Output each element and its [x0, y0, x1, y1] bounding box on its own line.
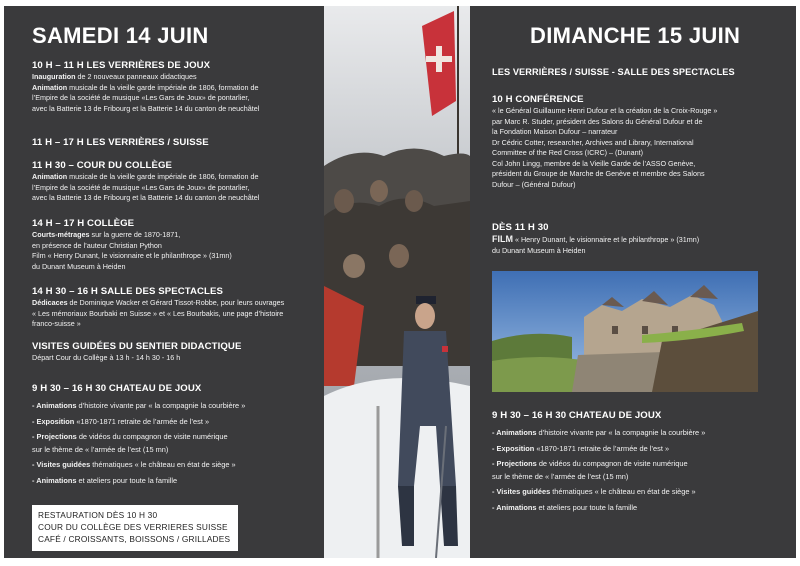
- sunday-chateau-block: [492, 410, 792, 518]
- saturday-title: SAMEDI 14 JUIN: [32, 23, 209, 48]
- chateau-item: - Exposition «1870-1871 retraite de l’armée de l’est »: [492, 443, 670, 453]
- conference-heading: 10 H CONFÉRENCE: [492, 94, 584, 105]
- event-block: [32, 60, 322, 114]
- event-line: Inauguration de 2 nouveaux panneaux didactiques: [32, 72, 197, 81]
- chateau-heading: 9 H 30 – 16 H 30 CHATEAU DE JOUX: [32, 383, 202, 394]
- conference-line: Dr Cédric Cotter, researcher, Archives and Library, International: [492, 137, 694, 147]
- event-heading: 11 H – 17 H LES VERRIÈRES / SUISSE: [32, 137, 209, 148]
- event-line: franco-suisse »: [32, 319, 81, 328]
- film-line: FILM « Henry Dunant, le visionnaire et le philanthrope » (31mn): [492, 234, 700, 244]
- event-heading: 14 H 30 – 16 H SALLE DES SPECTACLES: [32, 286, 223, 297]
- chateau-item: sur le thème de « l’armée de l’est (15 mn): [492, 471, 629, 481]
- event-heading: 10 H – 11 H LES VERRIÈRES DE JOUX: [32, 60, 211, 71]
- chateau-item: - Animations d’histoire vivante par « la compagnie la courbière »: [32, 401, 246, 410]
- event-line: Courts-métrages sur la guerre de 1870-1871,: [32, 230, 181, 239]
- event-heading: VISITES GUIDÉES DU SENTIER DIDACTIQUE: [32, 341, 242, 352]
- bourbaki-painting-image: [324, 6, 470, 558]
- event-line: l’Empire de la société de musique «Les Gars de Joux» de pontarlier,: [32, 93, 250, 102]
- event-heading: 11 H 30 – COUR DU COLLÈGE: [32, 160, 173, 171]
- event-line: Dédicaces de Dominique Wacker et Gérard Tissot-Robbe, pour leurs ouvrages: [32, 298, 285, 307]
- chateau-item: sur le thème de « l’armée de l’est (15 mn): [32, 444, 169, 454]
- restaurant-box: [32, 505, 238, 551]
- film-line: du Dunant Museum à Heiden: [492, 245, 586, 255]
- conference-line: par Marc R. Studer, président des Salons du Général Dufour et de: [492, 116, 703, 126]
- restaurant-line: RESTAURATION DÈS 10 H 30: [38, 510, 158, 520]
- event-line: Départ Cour du Collège à 13 h - 14 h 30 - 16 h: [32, 353, 181, 362]
- conference-line: président du Groupe de Marche de Genève et membre des Salons: [492, 169, 705, 178]
- film-block: [492, 222, 792, 256]
- restaurant-line: COUR DU COLLÈGE DES VERRIERES SUISSE: [38, 522, 228, 532]
- saturday-panel: [4, 6, 324, 558]
- chateau-de-joux-photo: [492, 271, 758, 392]
- chateau-item: - Projections de vidéos du compagnon de visite numérique: [32, 432, 228, 441]
- venue-heading: LES VERRIÈRES / SUISSE - SALLE DES SPECTACLES: [492, 67, 735, 77]
- conference-block: [492, 94, 792, 190]
- chateau-item: - Visites guidées thématiques « le château en état de siège »: [32, 460, 236, 469]
- event-block: [32, 218, 322, 272]
- event-line: Animation musicale de la vieille garde impériale de 1806, formation de: [32, 172, 259, 181]
- event-line: du Dunant Museum à Heiden: [32, 261, 126, 271]
- event-line: en présence de l’auteur Christian Python: [32, 240, 162, 250]
- painting-panel: [324, 6, 470, 558]
- sunday-chateau-heading: 9 H 30 – 16 H 30 CHATEAU DE JOUX: [492, 410, 662, 421]
- event-block: [32, 137, 322, 149]
- event-line: l’Empire de la société de musique «Les Gars de Joux» de pontarlier,: [32, 182, 250, 192]
- sunday-panel: [470, 6, 796, 558]
- restaurant-line: CAFÉ / CROISSANTS, BOISSONS / GRILLADES: [38, 534, 231, 544]
- conference-line: Dufour – (Général Dufour): [492, 179, 576, 189]
- event-line: avec la Batterie 13 de Fribourg et la Batterie 14 du canton de neuchâtel: [32, 193, 260, 202]
- event-block: [32, 160, 322, 204]
- event-block: [32, 286, 322, 330]
- chateau-block: [32, 383, 322, 491]
- conference-line: Col John Lingg, membre de la Vieille Garde de l’ASSO Genève,: [492, 158, 696, 168]
- conference-line: la Fondation Maison Dufour – narrateur: [492, 127, 618, 136]
- chateau-item: - Projections de vidéos du compagnon de visite numérique: [492, 459, 688, 468]
- event-heading: 14 H – 17 H COLLÈGE: [32, 218, 135, 229]
- film-heading: DÈS 11 H 30: [492, 222, 549, 233]
- event-line: « Les mémoriaux Bourbaki en Suisse » et « Les Bourbakis, une page d’histoire: [32, 308, 284, 318]
- chateau-item: - Animations d’histoire vivante par « la compagnie la courbière »: [492, 428, 706, 437]
- conference-line: Committee of the Red Cross (ICRC) – (Dunant): [492, 148, 643, 157]
- event-block: [32, 341, 322, 364]
- chateau-item: - Animations et ateliers pour toute la famille: [32, 475, 178, 485]
- conference-line: « le Général Guillaume Henri Dufour et la création de la Croix-Rouge »: [492, 106, 718, 115]
- event-line: Animation musicale de la vieille garde impériale de 1806, formation de: [32, 82, 259, 92]
- sunday-title: DIMANCHE 15 JUIN: [530, 23, 741, 48]
- chateau-item: - Exposition «1870-1871 retraite de l’armée de l’est »: [32, 416, 210, 426]
- chateau-item: - Visites guidées thématiques « le château en état de siège »: [492, 487, 696, 496]
- event-line: Film « Henry Dunant, le visionnaire et le philanthrope » (31mn): [32, 251, 232, 260]
- event-line: avec la Batterie 13 de Fribourg et la Batterie 14 du canton de neuchâtel: [32, 103, 260, 113]
- chateau-item: - Animations et ateliers pour toute la famille: [492, 502, 638, 512]
- venue-block: [492, 66, 792, 78]
